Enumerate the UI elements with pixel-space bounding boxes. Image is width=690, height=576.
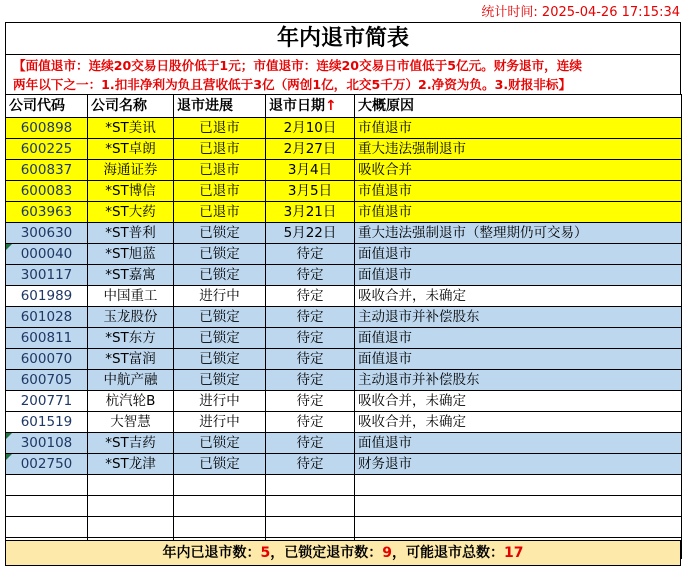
delisting-date-cell[interactable] (266, 433, 355, 454)
company-name-cell[interactable] (88, 391, 174, 412)
date-text: 待定 (296, 456, 324, 472)
name-text: *ST美讯 (105, 120, 156, 136)
locked-count: 9 (382, 545, 392, 561)
delisted-count: 5 (260, 545, 271, 561)
status-text: 进行中 (199, 288, 240, 304)
delisting-status-cell[interactable] (174, 370, 266, 391)
name-text: *ST富润 (105, 351, 156, 367)
code-text: 600705 (20, 372, 73, 388)
delisting-status-cell[interactable] (174, 202, 266, 223)
table-body (6, 118, 682, 559)
reason-cell[interactable] (355, 223, 682, 244)
name-text: 玉龙股份 (103, 309, 158, 325)
stock-code-cell[interactable] (6, 412, 88, 433)
reason-text: 财务退市 (358, 456, 412, 472)
delisting-status-cell[interactable] (174, 454, 266, 475)
table-row (6, 265, 682, 286)
delisting-status-cell[interactable] (174, 244, 266, 265)
company-name-cell[interactable] (88, 118, 174, 139)
date-text: 待定 (296, 267, 324, 283)
code-text: 603963 (20, 204, 73, 220)
table-row (6, 370, 682, 391)
rules-line-2: 两年以下之一：1.扣非净利为负且营收低于3亿（两创1亿，北交5千万）2.净资为负。3.财报非标】 (13, 77, 572, 92)
code-text: 200771 (20, 393, 73, 409)
name-text: *ST卓朗 (105, 141, 156, 157)
reason-text: 吸收合并 (358, 162, 412, 178)
status-text: 已锁定 (199, 330, 240, 346)
table-row (6, 202, 682, 223)
name-text: 中航产融 (103, 372, 158, 388)
empty-row (6, 496, 682, 517)
header-name[interactable]: 公司名称 (88, 95, 174, 118)
date-text: 待定 (296, 309, 324, 325)
reason-text: 重大违法强制退市（整理期仍可交易） (358, 225, 588, 241)
delisting-date-cell[interactable] (266, 286, 355, 307)
reason-cell[interactable] (355, 118, 682, 139)
footer-label-locked: ，已锁定退市数： (270, 545, 383, 561)
reason-text: 面值退市 (358, 246, 412, 262)
header-status[interactable]: 退市进展 (174, 95, 266, 118)
table-row (6, 244, 682, 265)
code-text: 300108 (20, 435, 73, 451)
name-text: *ST旭蓝 (105, 246, 156, 262)
stock-code-cell[interactable] (6, 202, 88, 223)
delisting-date-cell[interactable] (266, 412, 355, 433)
company-name-cell[interactable] (88, 349, 174, 370)
empty-cell[interactable] (266, 475, 355, 496)
reason-text: 面值退市 (358, 267, 412, 283)
error-indicator-icon (6, 244, 12, 250)
table-row (6, 349, 682, 370)
empty-cell[interactable] (355, 517, 682, 538)
date-text: 待定 (296, 414, 324, 430)
company-name-cell[interactable] (88, 244, 174, 265)
code-text: 600898 (20, 120, 73, 136)
delisting-status-cell[interactable] (174, 223, 266, 244)
table-row (6, 391, 682, 412)
status-text: 已锁定 (199, 372, 240, 388)
name-text: *ST普利 (105, 225, 156, 241)
stock-code-cell[interactable] (6, 328, 88, 349)
reason-text: 主动退市并补偿股东 (358, 309, 480, 325)
status-text: 已退市 (199, 141, 240, 157)
date-text: 待定 (296, 288, 324, 304)
footer-label-delisted: 年内已退市数： (162, 545, 261, 561)
delisting-date-cell[interactable] (266, 328, 355, 349)
reason-text: 重大违法强制退市 (358, 141, 466, 157)
date-text: 待定 (296, 330, 324, 346)
status-text: 已锁定 (199, 246, 240, 262)
header-code[interactable]: 公司代码 (6, 95, 88, 118)
delisting-status-cell[interactable] (174, 433, 266, 454)
empty-cell[interactable] (6, 496, 88, 517)
reason-text: 市值退市 (358, 204, 412, 220)
table-row (6, 454, 682, 475)
stock-code-cell[interactable] (6, 265, 88, 286)
name-text: 中国重工 (103, 288, 158, 304)
delisting-status-cell[interactable] (174, 265, 266, 286)
code-text: 300117 (20, 267, 73, 283)
reason-cell[interactable] (355, 286, 682, 307)
reason-text: 面值退市 (358, 435, 412, 451)
empty-cell[interactable] (174, 517, 266, 538)
delisting-status-cell[interactable] (174, 118, 266, 139)
code-text: 600811 (20, 330, 73, 346)
delisting-status-cell[interactable] (174, 307, 266, 328)
reason-cell[interactable] (355, 307, 682, 328)
reason-cell[interactable] (355, 181, 682, 202)
name-text: 大智慧 (110, 414, 151, 430)
empty-cell[interactable] (6, 475, 88, 496)
delisting-date-cell[interactable] (266, 265, 355, 286)
delisting-status-cell[interactable] (174, 139, 266, 160)
company-name-cell[interactable] (88, 265, 174, 286)
stats-timestamp: 统计时间: 2025-04-26 17:15:34 (481, 5, 680, 20)
company-name-cell[interactable] (88, 286, 174, 307)
table-row (6, 118, 682, 139)
delisting-date-cell[interactable] (266, 244, 355, 265)
table-row (6, 433, 682, 454)
reason-cell[interactable] (355, 202, 682, 223)
delisting-status-cell[interactable] (174, 160, 266, 181)
reason-cell[interactable] (355, 265, 682, 286)
delisting-date-cell[interactable] (266, 223, 355, 244)
total-count: 17 (504, 545, 524, 561)
name-text: *ST嘉寓 (105, 267, 156, 283)
summary-footer (5, 540, 681, 566)
header-date[interactable] (266, 95, 355, 118)
reason-text: 吸收合并，未确定 (358, 414, 466, 430)
footer-label-total: ，可能退市总数： (392, 545, 504, 561)
table-row (6, 223, 682, 244)
date-text: 待定 (296, 372, 324, 388)
reason-text: 吸收合并，未确定 (358, 288, 466, 304)
date-text: 待定 (296, 246, 324, 262)
status-text: 已锁定 (199, 456, 240, 472)
reason-text: 主动退市并补偿股东 (358, 372, 480, 388)
delisting-date-cell[interactable] (266, 370, 355, 391)
delisting-date-cell[interactable] (266, 349, 355, 370)
empty-cell[interactable] (266, 517, 355, 538)
company-name-cell[interactable] (88, 160, 174, 181)
delisting-status-cell[interactable] (174, 391, 266, 412)
date-text: 3月5日 (287, 183, 333, 199)
code-text: 601028 (20, 309, 73, 325)
header-row (6, 95, 682, 118)
code-text: 000040 (20, 246, 73, 262)
code-text: 002750 (20, 456, 73, 472)
name-text: 杭汽轮B (105, 393, 156, 409)
status-text: 已退市 (199, 120, 240, 136)
name-text: *ST东方 (105, 330, 156, 346)
delisting-status-cell[interactable] (174, 349, 266, 370)
delisting-date-cell[interactable] (266, 202, 355, 223)
company-name-cell[interactable] (88, 139, 174, 160)
date-text: 5月22日 (283, 225, 337, 241)
delisting-date-cell[interactable] (266, 181, 355, 202)
table-row (6, 286, 682, 307)
code-text: 600225 (20, 141, 73, 157)
header-date-label: 退市日期 (269, 98, 325, 114)
reason-cell[interactable] (355, 391, 682, 412)
reason-text: 市值退市 (358, 183, 412, 199)
stock-code-cell[interactable] (6, 139, 88, 160)
empty-cell[interactable] (266, 496, 355, 517)
stock-code-cell[interactable] (6, 286, 88, 307)
code-text: 300630 (20, 225, 73, 241)
table-row (6, 412, 682, 433)
empty-cell[interactable] (174, 496, 266, 517)
delisting-status-cell[interactable] (174, 412, 266, 433)
status-text: 已退市 (199, 183, 240, 199)
rules-line-1: 【面值退市：连续20交易日股价低于1元；市值退市：连续20交易日市值低于5亿元。财务退市，连续 (13, 58, 582, 73)
status-text: 已退市 (199, 204, 240, 220)
stock-code-cell[interactable] (6, 349, 88, 370)
code-text: 600070 (20, 351, 73, 367)
stock-code-cell[interactable] (6, 307, 88, 328)
delisting-rules-note (5, 54, 681, 94)
status-text: 已锁定 (199, 309, 240, 325)
date-text: 2月27日 (283, 141, 337, 157)
company-name-cell[interactable] (88, 202, 174, 223)
table-row (6, 181, 682, 202)
empty-cell[interactable] (174, 475, 266, 496)
reason-text: 市值退市 (358, 120, 412, 136)
table-row (6, 160, 682, 181)
delisting-status-cell[interactable] (174, 328, 266, 349)
name-text: 海通证券 (103, 162, 158, 178)
reason-text: 面值退市 (358, 351, 412, 367)
code-text: 600837 (20, 162, 73, 178)
table-row (6, 139, 682, 160)
empty-cell[interactable] (88, 517, 174, 538)
code-text: 601989 (20, 288, 73, 304)
reason-text: 面值退市 (358, 330, 412, 346)
stock-code-cell[interactable] (6, 118, 88, 139)
company-name-cell[interactable] (88, 454, 174, 475)
stock-code-cell[interactable] (6, 391, 88, 412)
date-text: 3月21日 (283, 204, 337, 220)
stock-code-cell[interactable] (6, 244, 88, 265)
reason-cell[interactable] (355, 349, 682, 370)
stock-code-cell[interactable] (6, 433, 88, 454)
status-text: 已锁定 (199, 225, 240, 241)
delisting-date-cell[interactable] (266, 160, 355, 181)
delisting-status-cell[interactable] (174, 181, 266, 202)
error-indicator-icon (6, 433, 12, 439)
reason-cell[interactable] (355, 433, 682, 454)
reason-cell[interactable] (355, 454, 682, 475)
empty-cell[interactable] (88, 475, 174, 496)
date-text: 待定 (296, 351, 324, 367)
date-text: 待定 (296, 435, 324, 451)
company-name-cell[interactable] (88, 223, 174, 244)
reason-text: 吸收合并，未确定 (358, 393, 466, 409)
code-text: 600083 (20, 183, 73, 199)
reason-cell[interactable] (355, 244, 682, 265)
name-text: *ST博信 (105, 183, 156, 199)
name-text: *ST龙津 (105, 456, 156, 472)
reason-cell[interactable] (355, 412, 682, 433)
status-text: 已锁定 (199, 351, 240, 367)
company-name-cell[interactable] (88, 307, 174, 328)
delisting-status-cell[interactable] (174, 286, 266, 307)
name-text: *ST大药 (105, 204, 156, 220)
delisting-date-cell[interactable] (266, 391, 355, 412)
empty-cell[interactable] (6, 517, 88, 538)
date-text: 3月4日 (287, 162, 333, 178)
stock-code-cell[interactable] (6, 223, 88, 244)
empty-cell[interactable] (88, 496, 174, 517)
company-name-cell[interactable] (88, 412, 174, 433)
empty-row (6, 475, 682, 496)
stock-code-cell[interactable] (6, 370, 88, 391)
stock-code-cell[interactable] (6, 181, 88, 202)
company-name-cell[interactable] (88, 370, 174, 391)
delisting-date-cell[interactable] (266, 307, 355, 328)
company-name-cell[interactable] (88, 328, 174, 349)
sheet-title: 年内退市简表 (5, 22, 681, 54)
table-row (6, 307, 682, 328)
header-reason[interactable]: 大概原因 (355, 95, 682, 118)
status-text: 已锁定 (199, 435, 240, 451)
date-text: 2月10日 (283, 120, 337, 136)
date-text: 待定 (296, 393, 324, 409)
reason-cell[interactable] (355, 160, 682, 181)
reason-cell[interactable] (355, 139, 682, 160)
status-text: 已锁定 (199, 267, 240, 283)
empty-cell[interactable] (355, 475, 682, 496)
delisting-date-cell[interactable] (266, 454, 355, 475)
status-text: 已退市 (199, 162, 240, 178)
name-text: *ST吉药 (105, 435, 156, 451)
error-indicator-icon (6, 454, 12, 460)
stock-code-cell[interactable] (6, 160, 88, 181)
delisting-date-cell[interactable] (266, 139, 355, 160)
company-name-cell[interactable] (88, 433, 174, 454)
delisting-date-cell[interactable] (266, 118, 355, 139)
sort-ascending-icon[interactable]: ↑ (325, 98, 337, 114)
reason-cell[interactable] (355, 370, 682, 391)
delisting-table (5, 94, 682, 559)
stock-code-cell[interactable] (6, 454, 88, 475)
status-text: 进行中 (199, 393, 240, 409)
table-row (6, 328, 682, 349)
company-name-cell[interactable] (88, 181, 174, 202)
code-text: 601519 (20, 414, 73, 430)
reason-cell[interactable] (355, 328, 682, 349)
status-text: 进行中 (199, 414, 240, 430)
empty-row (6, 517, 682, 538)
empty-cell[interactable] (355, 496, 682, 517)
